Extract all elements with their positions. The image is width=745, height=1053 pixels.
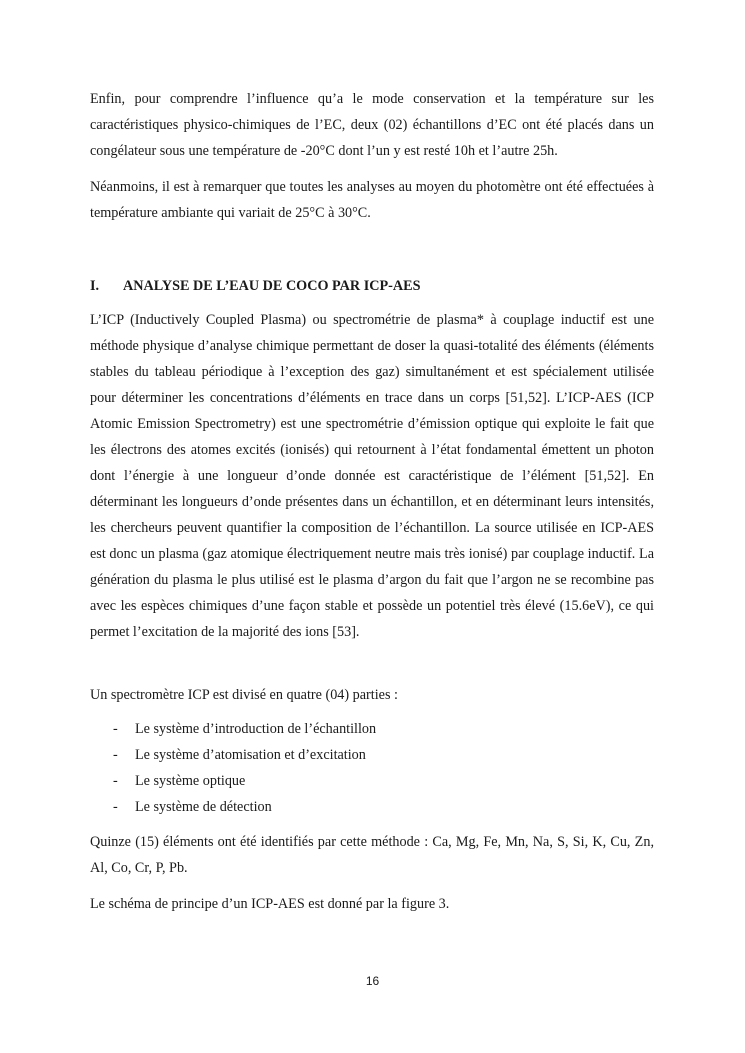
spectrometer-parts-list	[90, 716, 654, 820]
list-item-text: Le système d’introduction de l’échantillon	[135, 721, 377, 737]
list-bullet: -	[113, 747, 118, 763]
list-item	[90, 742, 654, 768]
paragraph-ambient-temperature: Néanmoins, il est à remarquer que toutes les analyses au moyen du photomètre ont été effectuées à température ambiante qui variait de 25°C à 30°C.	[90, 179, 654, 221]
section-number: I.	[90, 278, 100, 294]
paragraph-parts-intro: Un spectromètre ICP est divisé en quatre (04) parties :	[90, 687, 398, 703]
list-item-text: Le système de détection	[135, 799, 272, 815]
section-title: ANALYSE DE L’EAU DE COCO PAR ICP-AES	[123, 278, 421, 294]
section-heading	[90, 273, 654, 299]
list-bullet: -	[113, 721, 118, 737]
paragraph-identified-elements: Quinze (15) éléments ont été identifiés par cette méthode : Ca, Mg, Fe, Mn, Na, S, Si, K, Cu, Zn, Al, Co, Cr, P, Pb.	[90, 834, 654, 876]
paragraph-figure-reference: Le schéma de principe d’un ICP-AES est donné par la figure 3.	[90, 896, 450, 912]
list-item-text: Le système d’atomisation et d’excitation	[135, 747, 366, 763]
list-item	[90, 768, 654, 794]
paragraph-icp-description: L’ICP (Inductively Coupled Plasma) ou spectrométrie de plasma* à couplage inductif est une méthode physique d’analyse chimique permettant de doser la quasi-totalité des éléments (éléments stables du tableau périodique à l’exception des gaz) simultanément et est spécialement utilisée pour déterminer les concentrations d’éléments en trace dans un corps [51,52]. L’ICP-AES (ICP Atomic Emission Spectrometry) est une spectrométrie d’émission optique qui exploite le fait que les électrons des atomes excités (ionisés) qui retournent à l’état fondamental émettent un photon dont l’énergie à une longueur d’onde donnée est caractéristique de l’élément [51,52]. En déterminant les longueurs d’onde présentes dans un échantillon, et en déterminant leurs intensités, les chercheurs peuvent quantifier la composition de l’échantillon. La source utilisée en ICP-AES est donc un plasma (gaz atomique électriquement neutre mais très ionisé) par couplage inductif. La génération du plasma le plus utilisé est le plasma d’argon du fait que l’argon ne se recombine pas avec les espèces chimiques d’une façon stable et possède un potentiel très élevé (15.6eV), ce qui permet l’excitation de la majorité des ions [53].	[90, 312, 654, 640]
paragraph-storage-conditions: Enfin, pour comprendre l’influence qu’a le mode conservation et la température sur les caractéristiques physico-chimiques de l’EC, deux (02) échantillons d’EC ont été placés dans un congélateur sous une température de -20°C dont l’un y est resté 10h et l’autre 25h.	[90, 91, 654, 159]
page-number: 16	[365, 974, 380, 988]
list-item-text: Le système optique	[135, 773, 246, 789]
list-item	[90, 716, 654, 742]
list-bullet: -	[113, 799, 118, 815]
list-bullet: -	[113, 773, 118, 789]
list-item	[90, 794, 654, 820]
